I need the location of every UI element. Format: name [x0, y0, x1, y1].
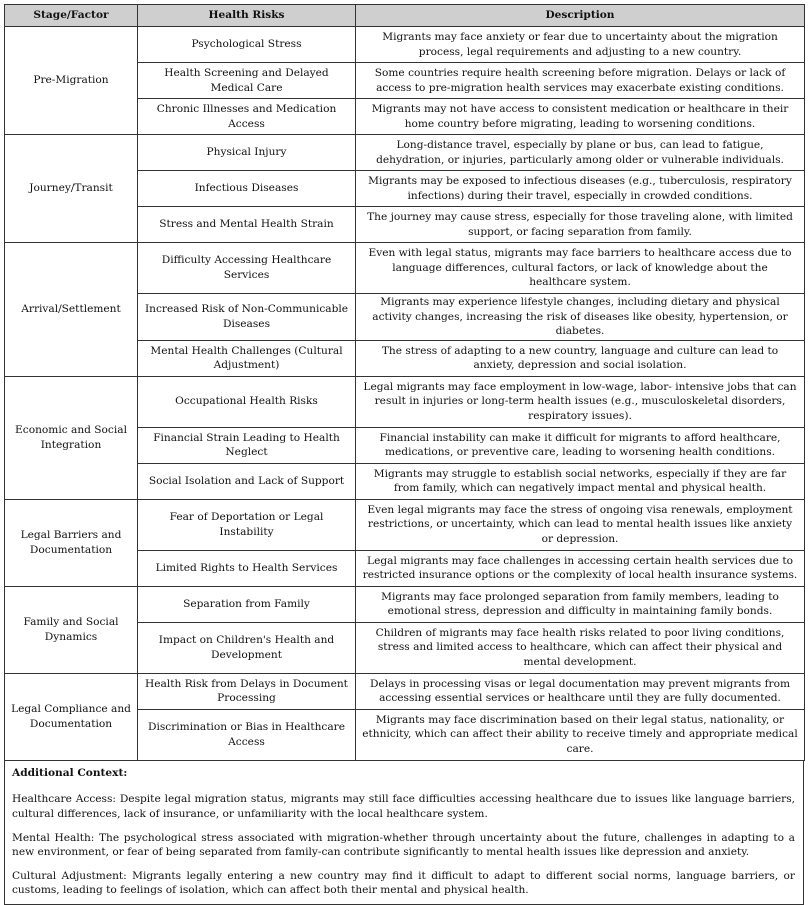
description-cell: Migrants may be exposed to infectious diseases (e.g., tuberculosis, respiratory infections) during their travel, especially in crowded conditions. [356, 171, 805, 207]
description-cell: The journey may cause stress, especially for those traveling alone, with limited support, or facing separation from family. [356, 207, 805, 243]
context-paragraph: Cultural Adjustment: Migrants legally entering a new country may find it difficult to adapt to different social norms, language barriers, or customs, leading to feelings of isolation, which can affect both their mental and physical health. [12, 869, 795, 897]
description-cell: Financial instability can make it difficult for migrants to afford healthcare, medications, or preventive care, leading to worsening health conditions. [356, 427, 805, 463]
description-cell: Migrants may face discrimination based on their legal status, nationality, or ethnicity, which can affect their ability to receive timely and appropriate medical care. [356, 709, 805, 760]
risk-cell: Financial Strain Leading to Health Neglect [138, 427, 356, 463]
table-row [5, 673, 805, 709]
table-row [5, 586, 805, 622]
document [4, 4, 804, 905]
risk-cell: Health Risk from Delays in Document Processing [138, 673, 356, 709]
description-cell: Children of migrants may face health risks related to poor living conditions, stress and limited access to healthcare, which can affect their physical and mental development. [356, 622, 805, 673]
stage-cell: Economic and Social Integration [5, 376, 138, 499]
table-header-row [5, 5, 805, 27]
stage-cell: Legal Compliance and Documentation [5, 673, 138, 760]
additional-context [4, 761, 804, 905]
table-row [5, 243, 805, 294]
description-cell: Migrants may not have access to consistent medication or healthcare in their home country before migrating, leading to worsening conditions. [356, 99, 805, 135]
stage-cell: Pre-Migration [5, 27, 138, 135]
header-description: Description [356, 5, 805, 27]
context-paragraph: Mental Health: The psychological stress associated with migration-whether through uncertainty about the future, challenges in adapting to a new environment, or fear of being separated from family-can contribute significantly to mental health issues like depression and anxiety. [12, 831, 795, 859]
context-title: Additional Context: [12, 766, 128, 779]
risk-cell: Chronic Illnesses and Medication Access [138, 99, 356, 135]
description-cell: Legal migrants may face employment in low-wage, labor- intensive jobs that can result in injuries or long-term health issues (e.g., musculoskeletal disorders, respiratory issues). [356, 376, 805, 427]
description-cell: Some countries require health screening before migration. Delays or lack of access to pre-migration health services may exacerbate existing conditions. [356, 63, 805, 99]
risk-cell: Psychological Stress [138, 27, 356, 63]
table-row [5, 27, 805, 63]
header-risks: Health Risks [138, 5, 356, 27]
risk-cell: Impact on Children's Health and Development [138, 622, 356, 673]
description-cell: Migrants may face anxiety or fear due to uncertainty about the migration process, legal requirements and adjusting to a new country. [356, 27, 805, 63]
risk-cell: Social Isolation and Lack of Support [138, 463, 356, 499]
risk-cell: Occupational Health Risks [138, 376, 356, 427]
risk-cell: Difficulty Accessing Healthcare Services [138, 243, 356, 294]
stage-cell: Legal Barriers and Documentation [5, 499, 138, 586]
description-cell: Long-distance travel, especially by plane or bus, can lead to fatigue, dehydration, or injuries, particularly among older or vulnerable individuals. [356, 135, 805, 171]
description-cell: Migrants may struggle to establish social networks, especially if they are far from family, which can negatively impact mental and physical health. [356, 463, 805, 499]
table-row [5, 135, 805, 171]
risk-cell: Limited Rights to Health Services [138, 550, 356, 586]
risk-cell: Physical Injury [138, 135, 356, 171]
risk-cell: Health Screening and Delayed Medical Care [138, 63, 356, 99]
context-paragraph: Healthcare Access: Despite legal migration status, migrants may still face difficulties accessing healthcare due to issues like language barriers, cultural differences, lack of insurance, or unfamiliarity with the local healthcare system. [12, 793, 795, 820]
description-cell: Delays in processing visas or legal documentation may prevent migrants from accessing essential services or healthcare until they are fully documented. [356, 673, 805, 709]
table-row [5, 499, 805, 550]
risk-cell: Stress and Mental Health Strain [138, 207, 356, 243]
header-stage: Stage/Factor [5, 5, 138, 27]
description-cell: Migrants may face prolonged separation from family members, leading to emotional stress, depression and difficulty in maintaining family bonds. [356, 586, 805, 622]
risk-cell: Discrimination or Bias in Healthcare Access [138, 709, 356, 760]
stage-cell: Family and Social Dynamics [5, 586, 138, 673]
table-row [5, 376, 805, 427]
description-cell: Migrants may experience lifestyle changes, including dietary and physical activity changes, increasing the risk of diseases like obesity, hypertension, or diabetes. [356, 294, 805, 341]
risk-cell: Fear of Deportation or Legal Instability [138, 499, 356, 550]
description-cell: Legal migrants may face challenges in accessing certain health services due to restricted insurance options or the complexity of local health insurance systems. [356, 550, 805, 586]
risk-cell: Mental Health Challenges (Cultural Adjustment) [138, 340, 356, 376]
stage-cell: Journey/Transit [5, 135, 138, 243]
stage-cell: Arrival/Settlement [5, 243, 138, 377]
risk-cell: Separation from Family [138, 586, 356, 622]
risk-cell: Infectious Diseases [138, 171, 356, 207]
description-cell: The stress of adapting to a new country, language and culture can lead to anxiety, depression and social isolation. [356, 340, 805, 376]
description-cell: Even with legal status, migrants may face barriers to healthcare access due to language differences, cultural factors, or lack of knowledge about the healthcare system. [356, 243, 805, 294]
health-risks-table [4, 4, 805, 761]
description-cell: Even legal migrants may face the stress of ongoing visa renewals, employment restrictions, or uncertainty, which can lead to mental health issues like anxiety or depression. [356, 499, 805, 550]
risk-cell: Increased Risk of Non-Communicable Diseases [138, 294, 356, 341]
